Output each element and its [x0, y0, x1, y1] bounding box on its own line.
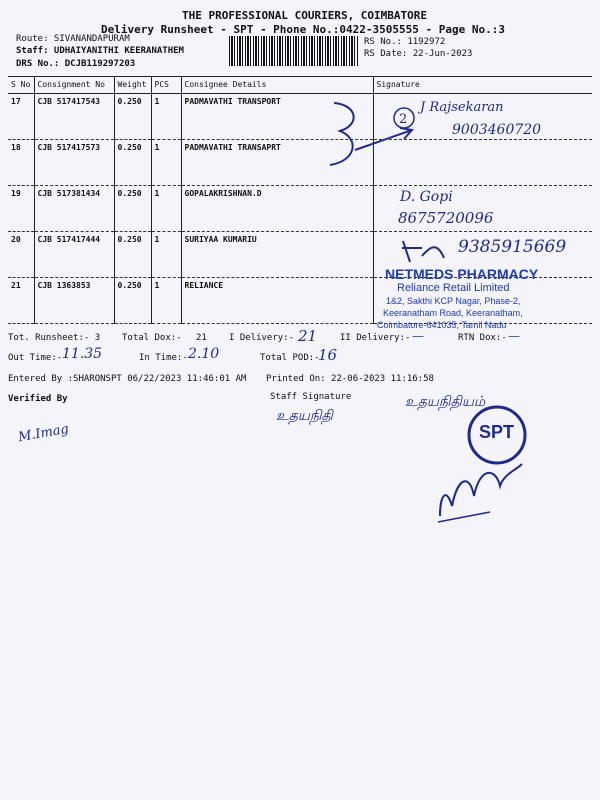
stamp-title: NETMEDS PHARMACY [385, 266, 539, 282]
entered-by: Entered By :SHARONSPT 06/22/2023 11:46:01 AM [8, 374, 247, 384]
company-name: THE PROFESSIONAL COURIERS, COIMBATORE [182, 9, 428, 22]
row-sno: 20 [8, 232, 34, 278]
i-delivery-label: I Delivery:- [229, 333, 295, 343]
sig20-phone: 9385915669 [458, 237, 567, 257]
col-pcs: PCS [151, 77, 181, 94]
sig19-name: D. Gopi [400, 189, 453, 205]
sig17-phone: 9003460720 [452, 122, 542, 138]
row-pcs: 1 [151, 186, 181, 232]
row-consignment: CJB 517381434 [34, 186, 114, 232]
col-weight: Weight [114, 77, 151, 94]
stamp-line4: Coimbatore-641035, Tamil Nadu [377, 320, 507, 330]
rs-date: RS Date: 22-Jun-2023 [364, 49, 473, 59]
rs-number: RS No.: 1192972 [364, 37, 446, 47]
row-consignee: RELIANCE [181, 278, 373, 324]
printed-on: Printed On: 22-06-2023 11:16:58 [266, 374, 434, 384]
row-weight: 0.250 [114, 94, 151, 140]
staff: Staff: UDHAIYANITHI KEERANATHEM [16, 46, 184, 56]
staff-signature: உதயநிதி [276, 408, 333, 424]
table-header [8, 77, 592, 94]
verified-by-label: Verified By [8, 394, 68, 404]
total-dox-label: Total Dox:- [122, 333, 182, 343]
col-consignment: Consignment No [34, 77, 114, 94]
row-weight: 0.250 [114, 232, 151, 278]
row-pcs: 1 [151, 94, 181, 140]
rtn-dox-label: RTN Dox:- [458, 333, 507, 343]
row-weight: 0.250 [114, 186, 151, 232]
row-sno: 19 [8, 186, 34, 232]
total-pod-label: Total POD:- [260, 353, 320, 363]
ii-delivery-label: II Delivery:- [340, 333, 411, 343]
col-sno: S No [8, 77, 34, 94]
stamp-line1: Reliance Retail Limited [397, 282, 510, 294]
right-signature: உதயநிதியம் [405, 394, 486, 410]
runsheet-title: Delivery Runsheet - SPT - Phone No.:0422-3505555 - Page No.:3 [101, 23, 505, 36]
barcode [229, 36, 358, 66]
total-pod-value: 16 [318, 346, 338, 364]
route: Route: SIVANANDAPURAM [16, 34, 130, 44]
drs-number: DRS No.: DCJB119297203 [16, 59, 136, 69]
in-time-label: In Time:- [139, 353, 188, 363]
stamp-line3: Keeranatham Road, Keeranatham, [383, 308, 523, 318]
verified-signature: M.Imag [17, 421, 70, 446]
row-pcs: 1 [151, 232, 181, 278]
row-weight: 0.250 [114, 278, 151, 324]
row-consignment: CJB 517417444 [34, 232, 114, 278]
row-sno: 18 [8, 140, 34, 186]
table-row [8, 186, 592, 232]
svg-text:2: 2 [399, 112, 408, 127]
stamp-signature-scribble [430, 456, 530, 526]
i-delivery-value: 21 [298, 327, 318, 345]
total-dox-value: 21 [196, 333, 207, 343]
row-pcs: 1 [151, 140, 181, 186]
row-consignment: CJB 517417573 [34, 140, 114, 186]
circled-number-icon [392, 106, 416, 130]
ii-delivery-value: — [412, 329, 424, 343]
row-sno: 17 [8, 94, 34, 140]
row-consignee: SURIYAA KUMARIU [181, 232, 373, 278]
out-time-label: Out Time:- [8, 353, 63, 363]
spt-stamp-text: SPT [479, 422, 515, 442]
tot-runsheet: Tot. Runsheet:- 3 [8, 333, 101, 343]
col-signature: Signature [373, 77, 592, 94]
row-consignment: CJB 517417543 [34, 94, 114, 140]
row-sno: 21 [8, 278, 34, 324]
out-time-value: 11.35 [62, 346, 103, 362]
row-consignee: PADMAVATHI TRANSAPRT [181, 140, 373, 186]
rtn-dox-value: — [508, 329, 520, 343]
col-consignee: Consignee Details [181, 77, 373, 94]
sig20-scribble [398, 236, 458, 266]
sig19-phone: 8675720096 [398, 209, 494, 227]
row-pcs: 1 [151, 278, 181, 324]
sig17-name: J Rajsekaran [420, 100, 504, 115]
row-consignment: CJB 1363853 [34, 278, 114, 324]
row-consignee: PADMAVATHI TRANSPORT [181, 94, 373, 140]
row-consignee: GOPALAKRISHNAN.D [181, 186, 373, 232]
in-time-value: 2.10 [188, 346, 220, 362]
stamp-line2: 1&2, Sakthi KCP Nagar, Phase-2, [386, 296, 521, 306]
row-weight: 0.250 [114, 140, 151, 186]
staff-signature-label: Staff Signature [270, 392, 352, 402]
